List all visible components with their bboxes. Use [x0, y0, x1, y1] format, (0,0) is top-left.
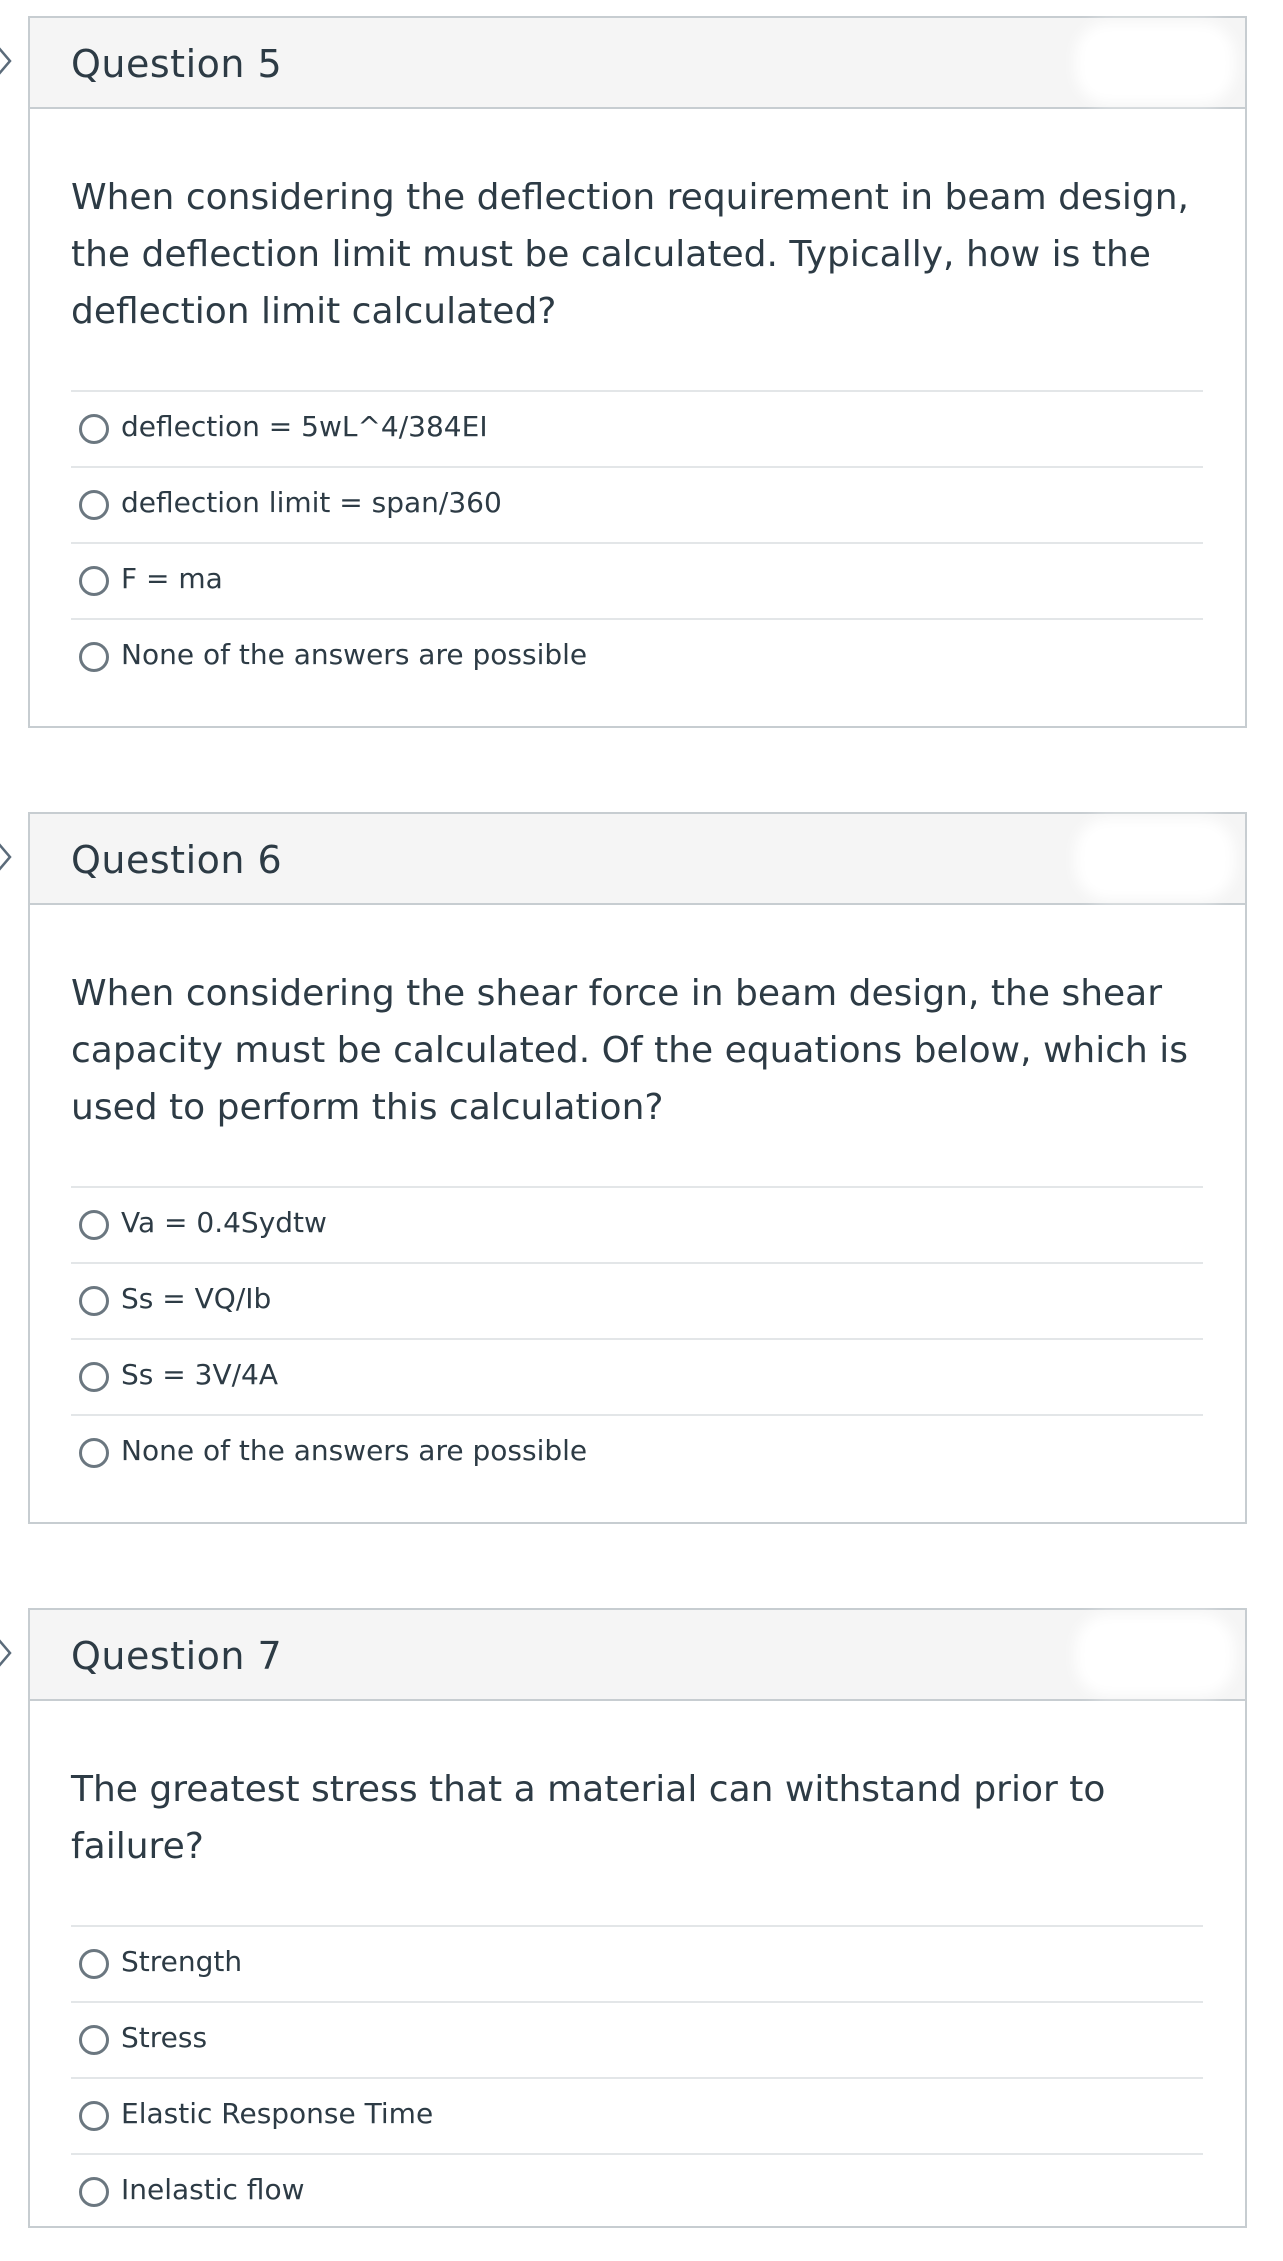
radio-unchecked-icon[interactable]: [79, 2177, 109, 2207]
radio-unchecked-icon[interactable]: [79, 1438, 109, 1468]
answer-option[interactable]: [71, 468, 1203, 544]
answer-option[interactable]: [71, 2155, 1203, 2231]
points-redacted: [1085, 828, 1225, 890]
answer-label[interactable]: deflection limit = span/360: [121, 486, 502, 519]
radio-unchecked-icon[interactable]: [79, 490, 109, 520]
answer-option[interactable]: [71, 1416, 1203, 1492]
answer-list: [71, 390, 1203, 696]
answer-list: [71, 1186, 1203, 1492]
radio-unchecked-icon[interactable]: [79, 642, 109, 672]
answer-label[interactable]: None of the answers are possible: [121, 1434, 588, 1467]
question-7: [28, 1608, 1247, 2228]
question-text: The greatest stress that a material can withstand prior to failure?: [71, 1769, 1106, 1867]
question-body: [30, 1701, 1245, 2261]
chevron-right-icon[interactable]: [0, 1636, 12, 1670]
answer-option[interactable]: [71, 544, 1203, 620]
question-text: When considering the shear force in beam design, the shear capacity must be calculated. Of the equations below, which is used to perform this calculation?: [71, 973, 1189, 1128]
answer-label[interactable]: Stress: [121, 2021, 208, 2054]
radio-unchecked-icon[interactable]: [79, 1210, 109, 1240]
answer-option[interactable]: [71, 1340, 1203, 1416]
answer-label[interactable]: Ss = 3V/4A: [121, 1358, 278, 1391]
question-body: [30, 109, 1245, 726]
answer-option[interactable]: [71, 392, 1203, 468]
answer-option[interactable]: [71, 1264, 1203, 1340]
chevron-right-icon[interactable]: [0, 44, 12, 78]
question-header: [30, 814, 1245, 905]
radio-unchecked-icon[interactable]: [79, 2025, 109, 2055]
answer-label[interactable]: Inelastic flow: [121, 2173, 305, 2206]
question-6: [28, 812, 1247, 1524]
radio-unchecked-icon[interactable]: [79, 1362, 109, 1392]
answer-label[interactable]: None of the answers are possible: [121, 638, 588, 671]
radio-unchecked-icon[interactable]: [79, 566, 109, 596]
radio-unchecked-icon[interactable]: [79, 2101, 109, 2131]
radio-unchecked-icon[interactable]: [79, 414, 109, 444]
answer-label[interactable]: Strength: [121, 1945, 243, 1978]
points-redacted: [1085, 32, 1225, 94]
answer-label[interactable]: deflection = 5wL^4/384EI: [121, 410, 488, 443]
question-body: [30, 905, 1245, 1522]
question-title: Question 5: [71, 42, 283, 86]
answer-label[interactable]: Elastic Response Time: [121, 2097, 434, 2130]
question-title: Question 7: [71, 1634, 283, 1678]
answer-list: [71, 1925, 1203, 2231]
question-title: Question 6: [71, 838, 283, 882]
answer-label[interactable]: Ss = VQ/Ib: [121, 1282, 272, 1315]
answer-option[interactable]: [71, 2003, 1203, 2079]
answer-label[interactable]: Va = 0.4Sydtw: [121, 1206, 327, 1239]
question-header: [30, 18, 1245, 109]
question-header: [30, 1610, 1245, 1701]
radio-unchecked-icon[interactable]: [79, 1286, 109, 1316]
radio-unchecked-icon[interactable]: [79, 1949, 109, 1979]
answer-option[interactable]: [71, 2079, 1203, 2155]
question-text: When considering the deflection requirement in beam design, the deflection limit must be calculated. Typically, how is the deflection limit calculated?: [71, 177, 1189, 332]
answer-option[interactable]: [71, 1188, 1203, 1264]
answer-option[interactable]: [71, 1927, 1203, 2003]
question-5: [28, 16, 1247, 728]
answer-option[interactable]: [71, 620, 1203, 696]
chevron-right-icon[interactable]: [0, 840, 12, 874]
answer-label[interactable]: F = ma: [121, 562, 223, 595]
points-redacted: [1085, 1624, 1225, 1686]
